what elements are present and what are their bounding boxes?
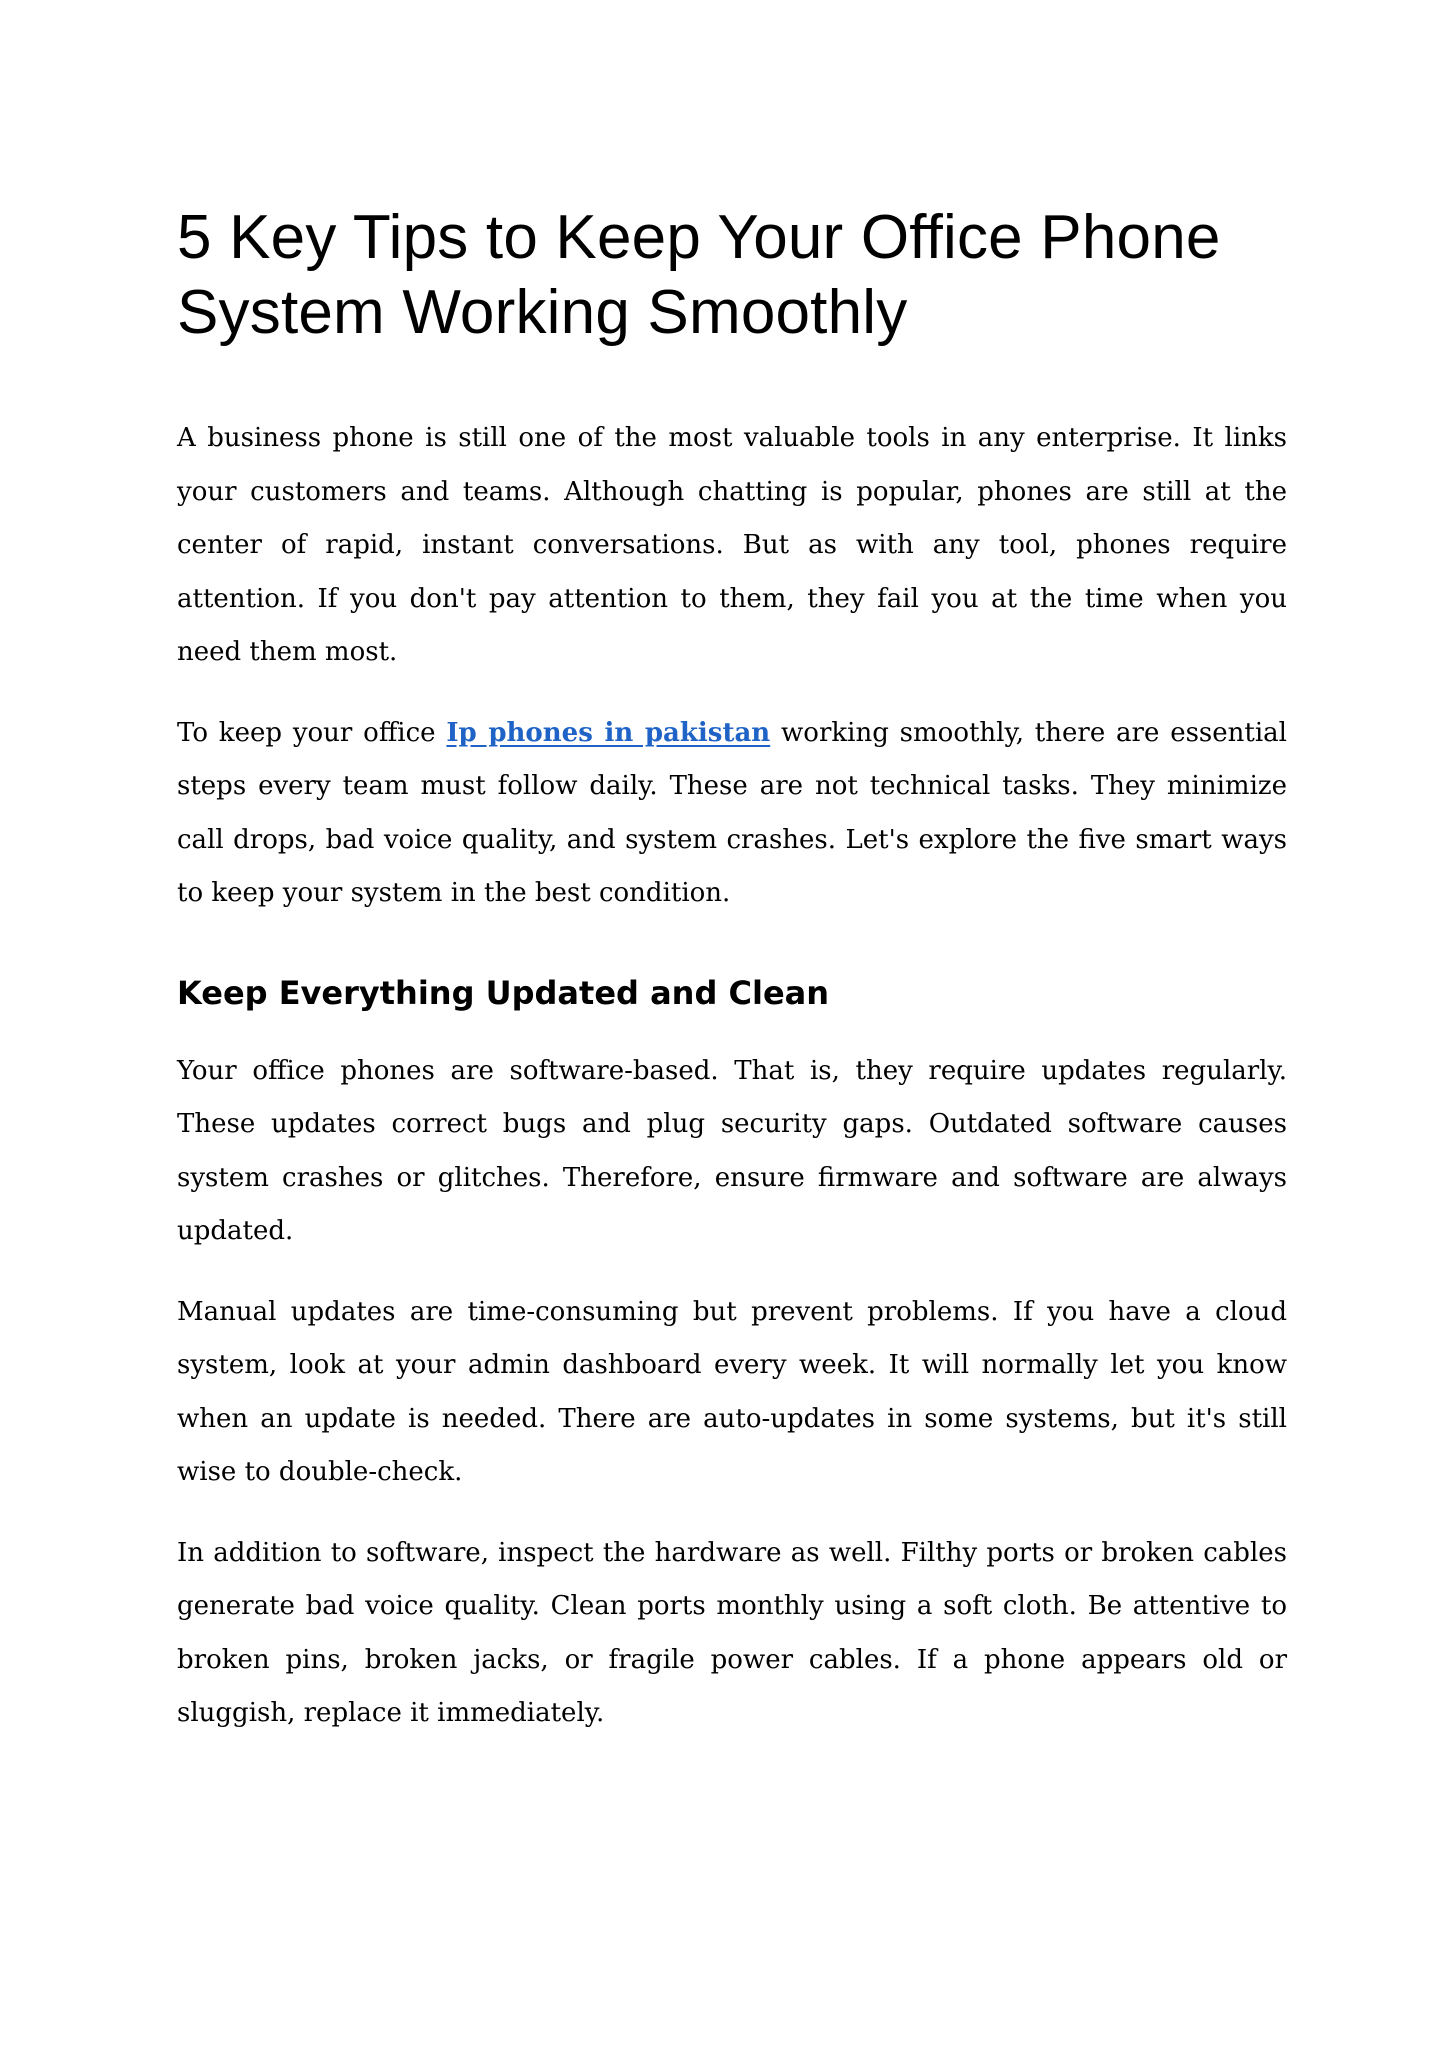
intro-paragraph-2-text-before: To keep your office (177, 717, 447, 748)
intro-paragraph-2 (177, 707, 1287, 921)
intro-paragraph-1: A business phone is still one of the most valuable tools in any enterprise. It links your customers and teams. Although chatting is popular, phones are still at the center of rapid, instant conversations. But as with any tool, phones require attention. If you don't pay attention to them, they fail you at the time when you need them most. (177, 423, 1287, 667)
section-paragraph-1: Your office phones are software-based. That is, they require updates regularly. These updates correct bugs and plug security gaps. Outdated software causes system crashes or glitches. Therefore, ensure firmware and software are always updated. (177, 1055, 1287, 1246)
intro-paragraph-2-text-after: working smoothly, there are essential steps every team must follow daily. These are not technical tasks. They minimize call drops, bad voice quality, and system crashes. Let's explore the five smart ways to keep your system in the best condition. (177, 717, 1287, 908)
ip-phones-link[interactable]: Ip phones in pakistan (446, 717, 771, 748)
section-paragraph-2: Manual updates are time-consuming but prevent problems. If you have a cloud system, look at your admin dashboard every week. It will normally let you know when an update is needed. There are auto-updates in some systems, but it's still wise to double-check. (177, 1296, 1287, 1487)
section-paragraph-3: In addition to software, inspect the hardware as well. Filthy ports or broken cables generate bad voice quality. Clean ports monthly using a soft cloth. Be attentive to broken pins, broken jacks, or fragile power cables. If a phone appears old or sluggish, replace it immediately. (177, 1537, 1287, 1728)
section-heading: Keep Everything Updated and Clean (177, 973, 830, 1012)
document-page (177, 200, 1287, 1768)
page-title: 5 Key Tips to Keep Your Office Phone System Working Smoothly (177, 203, 1221, 347)
